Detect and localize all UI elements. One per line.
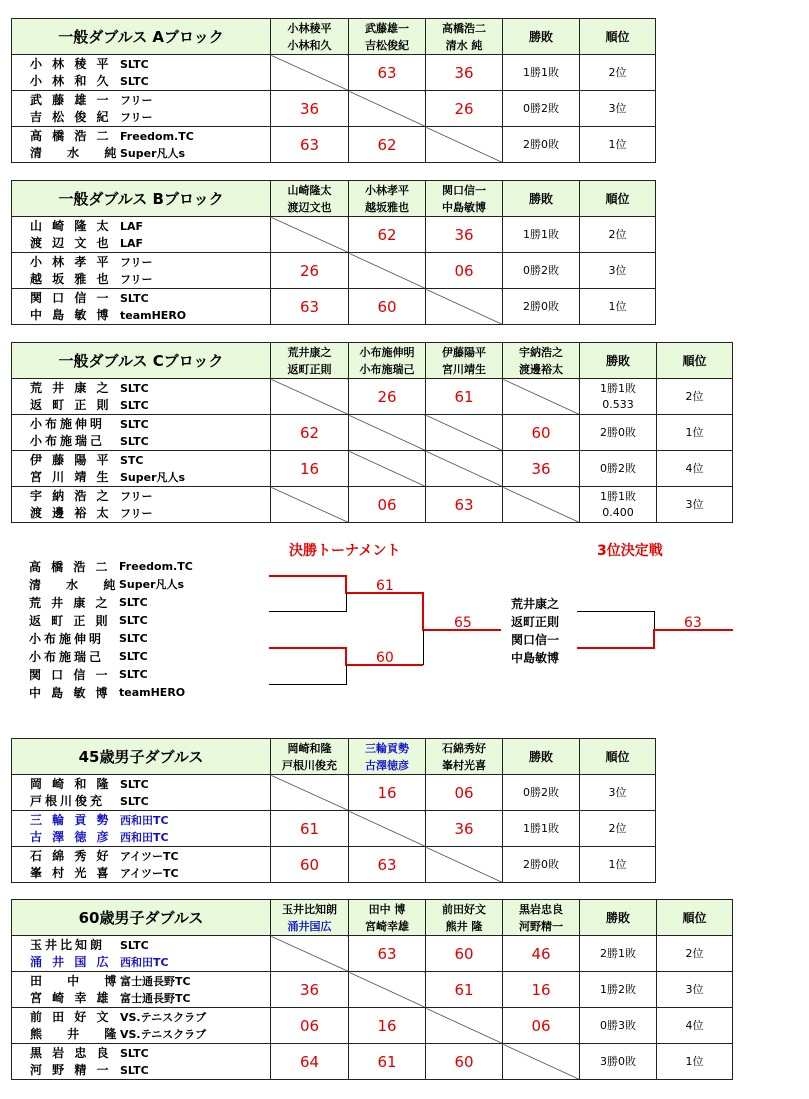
- score-cell: 60: [503, 415, 580, 451]
- club-name: teamHERO: [120, 308, 187, 322]
- player-cell: [12, 936, 271, 972]
- header-pair: 黒岩忠良 河野精一: [503, 900, 580, 936]
- club-name: SLTC: [119, 650, 148, 663]
- record-cell: 2勝0敗: [503, 847, 580, 883]
- player-name: 石 綿 秀 好: [30, 848, 112, 863]
- club-name: 西和田TC: [120, 830, 169, 844]
- record-cell: 0勝2敗: [503, 91, 580, 127]
- club-name: SLTC: [120, 381, 149, 395]
- score-cell: 26: [349, 379, 426, 415]
- club-name: SLTC: [120, 398, 149, 412]
- diagonal-cell: [349, 253, 426, 289]
- header-pair: 前田好文 熊井 隆: [426, 900, 503, 936]
- player-name: 清 水 純: [29, 578, 119, 592]
- player-name: 返 町 正 則: [29, 614, 111, 628]
- bracket-line: [269, 611, 346, 612]
- club-name: SLTC: [119, 632, 148, 645]
- record-cell: 0勝3敗: [580, 1008, 657, 1044]
- player-name: 中 島 敏 博: [29, 686, 111, 700]
- final-score: 65: [454, 615, 472, 631]
- record-cell: 0勝2敗: [503, 775, 580, 811]
- block-c: [11, 342, 733, 523]
- player-name: 渡 辺 文 也: [30, 235, 112, 250]
- header-pair: 田中 博 宮崎幸雄: [349, 900, 426, 936]
- header-pair: 玉井比知朗 涌井国広: [271, 900, 349, 936]
- club-name: Freedom.TC: [120, 129, 194, 143]
- bracket-line-winner: [577, 647, 654, 649]
- header-pair: 石綿秀好 峯村光喜: [426, 739, 503, 775]
- diagonal-cell: [271, 936, 349, 972]
- score-cell: 26: [271, 253, 349, 289]
- table-row: [12, 289, 656, 325]
- header-record: 勝敗: [503, 19, 580, 55]
- record-cell: 2勝0敗: [503, 127, 580, 163]
- player-name: 黒 岩 忠 良: [30, 1045, 112, 1060]
- player-name: 荒 井 康 之: [29, 596, 111, 610]
- club-name: SLTC: [120, 434, 149, 448]
- player-cell: [12, 451, 271, 487]
- club-name: SLTC: [119, 668, 148, 681]
- third-place-score: 63: [684, 615, 702, 631]
- bracket-line-winner: [345, 575, 347, 593]
- player-name: 武 藤 雄 一: [30, 92, 112, 107]
- diagonal-cell: [349, 811, 426, 847]
- player-name: 三 輪 貢 勢: [30, 812, 112, 827]
- semi1-score: 61: [376, 578, 394, 594]
- club-name: フリー: [120, 506, 153, 520]
- player-name: 小 林 稜 平: [30, 56, 112, 71]
- rank-cell: 2位: [657, 379, 733, 415]
- rank-cell: 3位: [580, 253, 656, 289]
- table-row: [12, 415, 733, 451]
- club-name: SLTC: [120, 1046, 149, 1060]
- score-cell: 16: [349, 1008, 426, 1044]
- table-row: [12, 847, 656, 883]
- player-name: 関 口 信 一: [29, 668, 111, 682]
- bracket-line-winner: [269, 575, 346, 577]
- score-cell: 63: [349, 936, 426, 972]
- rank-cell: 1位: [657, 1044, 733, 1080]
- player-name: 小布施瑞己: [29, 650, 105, 664]
- player-cell: [12, 775, 271, 811]
- score-cell: 06: [271, 1008, 349, 1044]
- score-cell: 36: [503, 451, 580, 487]
- player-name: 熊 井 隆: [30, 1026, 120, 1041]
- score-cell: 16: [271, 451, 349, 487]
- table-row: [12, 217, 656, 253]
- score-cell: 36: [426, 811, 503, 847]
- score-cell: 62: [349, 127, 426, 163]
- score-cell: 63: [271, 289, 349, 325]
- player-cell: [12, 811, 271, 847]
- player-name: 玉井比知朗: [30, 937, 106, 952]
- diagonal-cell: [349, 91, 426, 127]
- diagonal-cell: [349, 451, 426, 487]
- rank-cell: 1位: [580, 127, 656, 163]
- player-name: 伊 藤 陽 平: [30, 452, 112, 467]
- rank-cell: 3位: [580, 775, 656, 811]
- player-name: 峯 村 光 喜: [30, 865, 112, 880]
- player-name: 古 澤 徳 彦: [30, 829, 112, 844]
- player-name: 小 林 和 久: [30, 73, 112, 88]
- player-name: 田 中 博: [30, 973, 120, 988]
- rank-cell: 1位: [580, 289, 656, 325]
- player-name: 小布施伸明: [29, 632, 105, 646]
- player-name: 清 水 純: [30, 145, 120, 160]
- player-name: 小布施瑞己: [30, 433, 106, 448]
- player-cell: [12, 253, 271, 289]
- table-row: [12, 972, 733, 1008]
- record-cell: 1勝1敗: [503, 55, 580, 91]
- club-name: SLTC: [120, 57, 149, 71]
- player-cell: [12, 217, 271, 253]
- third-place-players: [511, 595, 559, 667]
- player-name: 中 島 敏 博: [30, 307, 112, 322]
- player-name: 小 林 孝 平: [30, 254, 112, 269]
- header-pair: 小林孝平 越坂雅也: [349, 181, 426, 217]
- player-cell: [12, 847, 271, 883]
- bracket-line-winner: [345, 647, 347, 665]
- header-rank: 順位: [580, 19, 656, 55]
- block-a: [11, 18, 656, 163]
- club-name: Super凡人s: [120, 146, 186, 160]
- bracket-line: [346, 665, 347, 685]
- header-record: 勝敗: [503, 739, 580, 775]
- rank-cell: 2位: [657, 936, 733, 972]
- score-cell: 06: [503, 1008, 580, 1044]
- player-name: 岡 崎 和 隆: [30, 776, 112, 791]
- club-name: VS.テニスクラブ: [120, 1010, 207, 1024]
- player-name: 戸根川俊充: [30, 793, 106, 808]
- record-cell: 1勝1敗 0.400: [580, 487, 657, 523]
- player-name: 返町正則: [511, 615, 560, 629]
- block-title: 一般ダブルス Aブロック: [12, 19, 271, 55]
- score-cell: 62: [349, 217, 426, 253]
- rank-cell: 1位: [580, 847, 656, 883]
- player-name: 関 口 信 一: [30, 290, 112, 305]
- club-name: フリー: [120, 489, 153, 503]
- player-name: 涌 井 国 広: [30, 954, 112, 969]
- diagonal-cell: [426, 127, 503, 163]
- diagonal-cell: [271, 775, 349, 811]
- player-cell: [12, 972, 271, 1008]
- diagonal-cell: [271, 55, 349, 91]
- rank-cell: 2位: [580, 811, 656, 847]
- table-row: [12, 55, 656, 91]
- club-name: フリー: [120, 93, 153, 107]
- record-cell: 2勝0敗: [580, 415, 657, 451]
- score-cell: 36: [426, 217, 503, 253]
- header-rank: 順位: [657, 900, 733, 936]
- club-name: フリー: [120, 272, 153, 286]
- table-row: [12, 487, 733, 523]
- player-cell: [12, 1044, 271, 1080]
- table-row: [12, 811, 656, 847]
- player-name: 山 崎 隆 太: [30, 218, 112, 233]
- club-name: Super凡人s: [119, 578, 185, 591]
- record-cell: 0勝2敗: [580, 451, 657, 487]
- club-name: 富士通長野TC: [120, 974, 191, 988]
- score-cell: 36: [271, 972, 349, 1008]
- rank-cell: 3位: [580, 91, 656, 127]
- bracket-line-winner: [653, 629, 655, 649]
- score-cell: 63: [271, 127, 349, 163]
- club-name: フリー: [120, 255, 153, 269]
- club-name: SLTC: [120, 417, 149, 431]
- diagonal-cell: [426, 289, 503, 325]
- club-name: SLTC: [120, 794, 149, 808]
- bracket-line-winner: [269, 647, 346, 649]
- header-pair: 三輪貢勢 古澤徳彦: [349, 739, 426, 775]
- player-name: 宮 川 靖 生: [30, 469, 112, 484]
- header-pair: 関口信一 中島敏博: [426, 181, 503, 217]
- tournament-player-list: [29, 558, 193, 702]
- tournament-title: 決勝トーナメント: [289, 543, 401, 559]
- record-cell: 2勝0敗: [503, 289, 580, 325]
- club-name: SLTC: [120, 938, 149, 952]
- diagonal-cell: [426, 847, 503, 883]
- table-row: [12, 253, 656, 289]
- diagonal-cell: [349, 972, 426, 1008]
- player-cell: [12, 415, 271, 451]
- player-name: 返 町 正 則: [30, 397, 112, 412]
- player-name: 荒 井 康 之: [30, 380, 112, 395]
- header-rank: 順位: [580, 739, 656, 775]
- player-name: 小布施伸明: [30, 416, 106, 431]
- club-name: SLTC: [120, 291, 149, 305]
- header-pair: 小林稜平 小林和久: [271, 19, 349, 55]
- club-name: アイツーTC: [120, 866, 179, 880]
- player-name: 渡 邊 裕 太: [30, 505, 112, 520]
- record-cell: 0勝2敗: [503, 253, 580, 289]
- club-name: Super凡人s: [120, 470, 186, 484]
- player-name: 宮 崎 幸 雄: [30, 990, 112, 1005]
- club-name: teamHERO: [119, 686, 186, 699]
- block-title: 60歳男子ダブルス: [12, 900, 271, 936]
- player-name: 高 橋 浩 二: [30, 128, 112, 143]
- club-name: 西和田TC: [120, 955, 169, 969]
- table-row: [12, 775, 656, 811]
- block-45: [11, 738, 656, 883]
- score-cell: 60: [349, 289, 426, 325]
- player-name: 中島敏博: [511, 651, 560, 665]
- rank-cell: 3位: [657, 972, 733, 1008]
- header-rank: 順位: [657, 343, 733, 379]
- diagonal-cell: [503, 1044, 580, 1080]
- header-pair: 小布施伸明 小布施瑞己: [349, 343, 426, 379]
- score-cell: 63: [349, 55, 426, 91]
- score-cell: 36: [426, 55, 503, 91]
- player-name: 河 野 精 一: [30, 1062, 112, 1077]
- score-cell: 06: [349, 487, 426, 523]
- score-cell: 60: [271, 847, 349, 883]
- table-row: [12, 1044, 733, 1080]
- header-record: 勝敗: [503, 181, 580, 217]
- bracket-line: [654, 611, 655, 630]
- block-b: [11, 180, 656, 325]
- bracket-line: [577, 611, 654, 612]
- diagonal-cell: [426, 451, 503, 487]
- player-cell: [12, 91, 271, 127]
- player-name: 荒井康之: [511, 597, 560, 611]
- table-row: [12, 91, 656, 127]
- club-name: SLTC: [120, 1063, 149, 1077]
- header-pair: 武藤雄一 吉松俊紀: [349, 19, 426, 55]
- player-name: 関口信一: [511, 633, 560, 647]
- score-cell: 16: [349, 775, 426, 811]
- player-name: 前 田 好 文: [30, 1009, 112, 1024]
- score-cell: 46: [503, 936, 580, 972]
- player-cell: [12, 379, 271, 415]
- bracket-line-winner: [422, 592, 424, 630]
- record-cell: 1勝1敗 0.533: [580, 379, 657, 415]
- rank-cell: 2位: [580, 55, 656, 91]
- player-cell: [12, 55, 271, 91]
- diagonal-cell: [271, 487, 349, 523]
- score-cell: 60: [426, 1044, 503, 1080]
- score-cell: 16: [503, 972, 580, 1008]
- header-pair: 伊藤陽平 宮川靖生: [426, 343, 503, 379]
- club-name: LAF: [120, 236, 144, 250]
- score-cell: 61: [426, 972, 503, 1008]
- score-cell: 26: [426, 91, 503, 127]
- header-pair: 高橋浩二 清水 純: [426, 19, 503, 55]
- player-name: 宇 納 浩 之: [30, 488, 112, 503]
- bracket-line: [269, 684, 346, 685]
- rank-cell: 2位: [580, 217, 656, 253]
- rank-cell: 4位: [657, 451, 733, 487]
- header-pair: 荒井康之 返町正則: [271, 343, 349, 379]
- block-title: 一般ダブルス Bブロック: [12, 181, 271, 217]
- header-record: 勝敗: [580, 900, 657, 936]
- score-cell: 60: [426, 936, 503, 972]
- table-row: [12, 451, 733, 487]
- diagonal-cell: [503, 487, 580, 523]
- player-cell: [12, 1008, 271, 1044]
- score-cell: 61: [349, 1044, 426, 1080]
- record-cell: 1勝2敗: [580, 972, 657, 1008]
- player-cell: [12, 127, 271, 163]
- bracket-line: [423, 630, 424, 665]
- table-row: [12, 127, 656, 163]
- diagonal-cell: [426, 1008, 503, 1044]
- club-name: 富士通長野TC: [120, 991, 191, 1005]
- record-cell: 1勝1敗: [503, 217, 580, 253]
- header-pair: 山崎隆太 渡辺文也: [271, 181, 349, 217]
- player-name: 高 橋 浩 二: [29, 560, 111, 574]
- rank-cell: 4位: [657, 1008, 733, 1044]
- score-cell: 64: [271, 1044, 349, 1080]
- header-rank: 順位: [580, 181, 656, 217]
- table-row: [12, 936, 733, 972]
- score-cell: 62: [271, 415, 349, 451]
- player-name: 吉 松 俊 紀: [30, 109, 112, 124]
- block-title: 一般ダブルス Cブロック: [12, 343, 271, 379]
- rank-cell: 1位: [657, 415, 733, 451]
- club-name: Freedom.TC: [119, 560, 193, 573]
- record-cell: 2勝1敗: [580, 936, 657, 972]
- header-pair: 宇納浩之 渡邊裕太: [503, 343, 580, 379]
- club-name: SLTC: [120, 74, 149, 88]
- score-cell: 63: [426, 487, 503, 523]
- club-name: 西和田TC: [120, 813, 169, 827]
- score-cell: 63: [349, 847, 426, 883]
- block-title: 45歳男子ダブルス: [12, 739, 271, 775]
- diagonal-cell: [271, 379, 349, 415]
- score-cell: 61: [271, 811, 349, 847]
- club-name: フリー: [120, 110, 153, 124]
- score-cell: 36: [271, 91, 349, 127]
- club-name: LAF: [120, 219, 144, 233]
- score-cell: 61: [426, 379, 503, 415]
- club-name: アイツーTC: [120, 849, 179, 863]
- bracket-line: [346, 593, 347, 612]
- record-cell: 3勝0敗: [580, 1044, 657, 1080]
- rank-cell: 3位: [657, 487, 733, 523]
- record-cell: 1勝1敗: [503, 811, 580, 847]
- score-cell: 06: [426, 253, 503, 289]
- score-cell: 06: [426, 775, 503, 811]
- third-place-title: 3位決定戦: [597, 543, 663, 559]
- club-name: SLTC: [119, 596, 148, 609]
- diagonal-cell: [426, 415, 503, 451]
- diagonal-cell: [271, 217, 349, 253]
- diagonal-cell: [349, 415, 426, 451]
- header-pair: 岡崎和隆 戸根川俊充: [271, 739, 349, 775]
- club-name: SLTC: [120, 777, 149, 791]
- header-record: 勝敗: [580, 343, 657, 379]
- club-name: STC: [120, 453, 144, 467]
- player-cell: [12, 289, 271, 325]
- table-row: [12, 1008, 733, 1044]
- player-name: 越 坂 雅 也: [30, 271, 112, 286]
- semi2-score: 60: [376, 650, 394, 666]
- block-60: [11, 899, 733, 1080]
- club-name: SLTC: [119, 614, 148, 627]
- club-name: VS.テニスクラブ: [120, 1027, 207, 1041]
- table-row: [12, 379, 733, 415]
- diagonal-cell: [503, 379, 580, 415]
- player-cell: [12, 487, 271, 523]
